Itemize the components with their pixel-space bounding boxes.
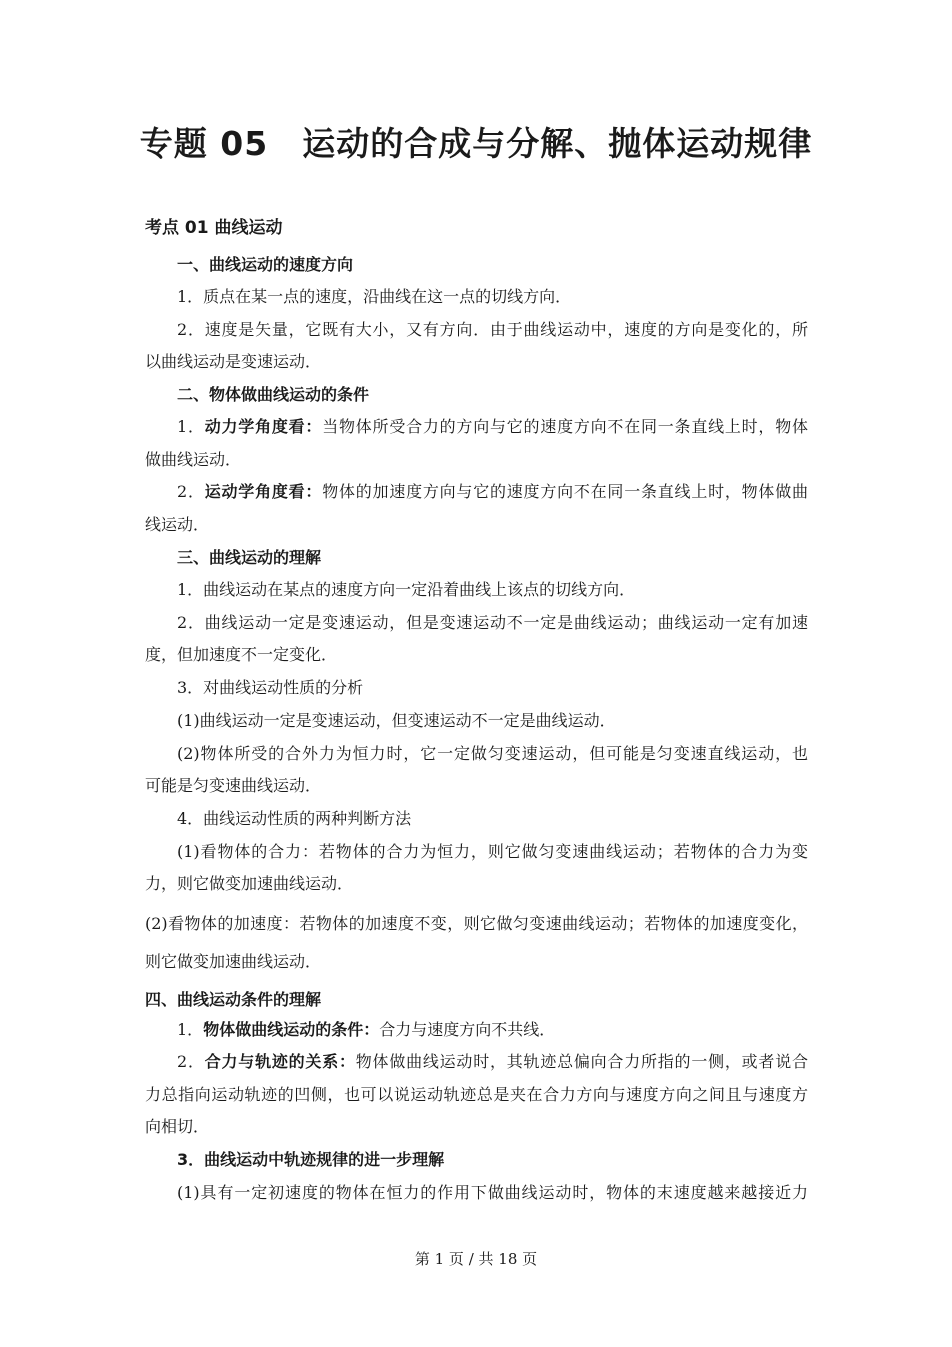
line-text: 做曲线运动．	[145, 450, 242, 469]
line-text: (2)物体所受的合外力为恒力时，它一定做匀变速运动，但可能是匀变速直线运动，也	[177, 744, 808, 763]
text-line	[177, 711, 808, 731]
text-line	[145, 990, 808, 1010]
line-text: (1)具有一定初速度的物体在恒力的作用下做曲线运动时，物体的末速度越来越接近力	[177, 1183, 808, 1202]
line-text: 3．曲线运动中轨迹规律的进一步理解	[177, 1150, 445, 1169]
line-text: 一、曲线运动的速度方向	[177, 255, 354, 274]
line-text: 线运动．	[145, 515, 210, 534]
line-text: 二、物体做曲线运动的条件	[177, 385, 370, 404]
document-title: 专题 05 运动的合成与分解、抛体运动规律	[139, 124, 813, 163]
line-text: 1．质点在某一点的速度，沿曲线在这一点的切线方向．	[177, 287, 572, 306]
line-text: (1)看物体的合力：若物体的合力为恒力，则它做匀变速曲线运动；若物体的合力为变	[177, 842, 808, 861]
bold-term: 动力学角度看：	[204, 417, 323, 436]
line-text: 1．曲线运动在某点的速度方向一定沿着曲线上该点的切线方向．	[177, 580, 636, 599]
line-text: 力，则它做变加速曲线运动．	[145, 874, 354, 893]
line-text: 三、曲线运动的理解	[177, 548, 322, 567]
text-line	[177, 678, 808, 698]
text-line	[145, 914, 808, 934]
text-line	[145, 352, 808, 372]
item-number: 2．	[177, 482, 205, 501]
bold-term: 物体做曲线运动的条件：	[203, 1020, 380, 1039]
text-line	[177, 417, 808, 437]
item-number: 2．	[177, 1052, 205, 1071]
text-line	[145, 874, 808, 894]
line-text: 当物体所受合力的方向与它的速度方向不在同一条直线上时，物体	[322, 417, 808, 436]
text-line	[145, 952, 808, 972]
text-line	[177, 809, 808, 829]
text-line	[177, 1150, 808, 1170]
text-line	[177, 744, 808, 764]
text-line	[177, 580, 808, 600]
line-text: 3．对曲线运动性质的分析	[177, 678, 364, 697]
text-line	[145, 450, 808, 470]
text-line	[145, 1085, 808, 1105]
text-line	[177, 1183, 808, 1203]
text-line	[177, 548, 808, 568]
item-number: 1．	[177, 1020, 204, 1039]
line-text: 度，但加速度不一定变化．	[145, 645, 338, 664]
bold-term: 合力与轨迹的关系：	[204, 1052, 356, 1071]
page-footer: 第 1 页 / 共 18 页	[414, 1250, 538, 1268]
line-text: 2．速度是矢量，它既有大小，又有方向．由于曲线运动中，速度的方向是变化的，所	[177, 320, 808, 339]
line-text: 考点 01 曲线运动	[145, 218, 283, 238]
text-line	[177, 613, 808, 633]
text-line	[145, 645, 808, 665]
line-text: 物体做曲线运动时，其轨迹总偏向合力所指的一侧，或者说合	[355, 1052, 808, 1071]
line-text: 4．曲线运动性质的两种判断方法	[177, 809, 412, 828]
line-text: 四、曲线运动条件的理解	[145, 990, 322, 1009]
line-text: 力总指向运动轨迹的凹侧，也可以说运动轨迹总是夹在合力方向与速度方向之间且与速度方	[145, 1085, 808, 1104]
bold-term: 运动学角度看：	[204, 482, 323, 501]
line-text: (2)看物体的加速度：若物体的加速度不变，则它做匀变速曲线运动；若物体的加速度变化，	[145, 914, 808, 933]
line-text: 可能是匀变速曲线运动．	[145, 776, 322, 795]
text-line	[145, 1117, 808, 1137]
text-line	[177, 320, 808, 340]
text-line	[145, 218, 808, 238]
item-number: 1．	[177, 417, 205, 436]
line-text: 以曲线运动是变速运动．	[145, 352, 322, 371]
line-text: 物体的加速度方向与它的速度方向不在同一条直线上时，物体做曲	[322, 482, 808, 501]
line-text: (1)曲线运动一定是变速运动，但变速运动不一定是曲线运动．	[177, 711, 616, 730]
line-text: 则它做变加速曲线运动．	[145, 952, 322, 971]
text-line	[177, 287, 808, 307]
text-line	[145, 515, 808, 535]
line-text: 向相切．	[145, 1117, 210, 1136]
line-text: 合力与速度方向不共线．	[379, 1020, 556, 1039]
text-line	[177, 1020, 808, 1040]
text-line	[177, 1052, 808, 1072]
text-line	[177, 482, 808, 502]
text-line	[177, 385, 808, 405]
text-line	[177, 255, 808, 275]
line-text: 2．曲线运动一定是变速运动，但是变速运动不一定是曲线运动；曲线运动一定有加速	[177, 613, 808, 632]
text-line	[145, 776, 808, 796]
text-line	[177, 842, 808, 862]
